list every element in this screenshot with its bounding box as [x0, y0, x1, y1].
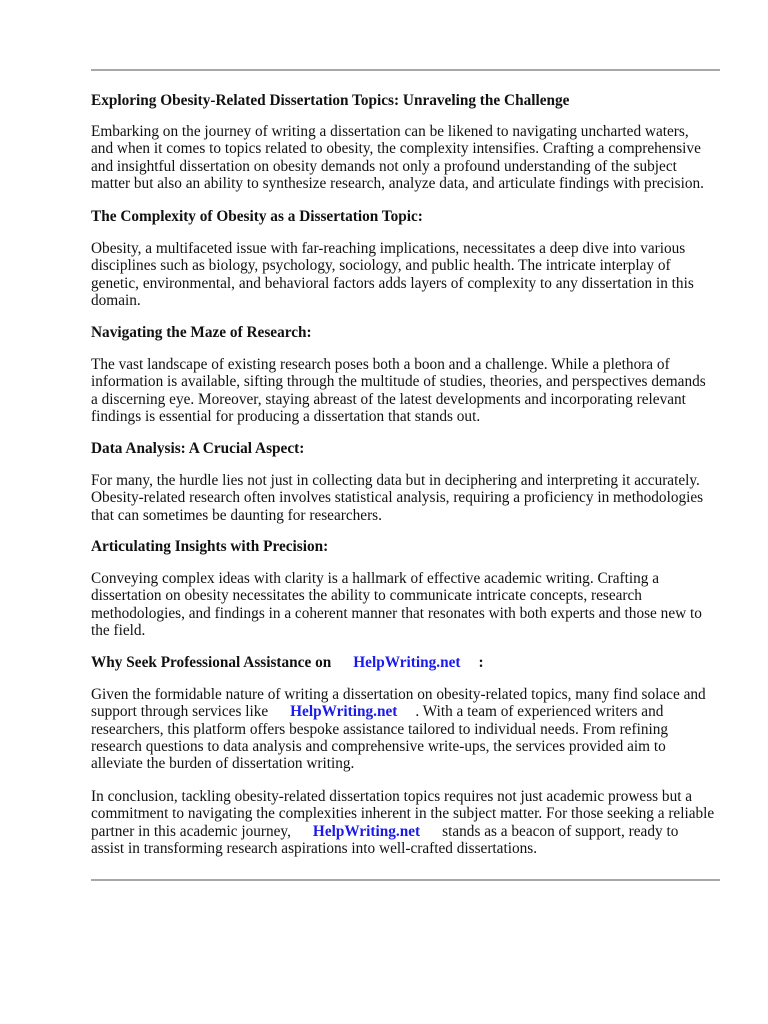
paragraph-line: In conclusion, tackling obesity-related dissertation topics requires not just academic prowess but a: [91, 788, 693, 805]
paragraph-line: assist in transforming research aspirations into well-crafted dissertations.: [91, 839, 538, 857]
paragraph-line: domain.: [91, 291, 141, 309]
conclusion-paragraph: [91, 788, 714, 857]
paragraph-line: methodologies, and findings in a coherent manner that resonates with both experts and those new to: [91, 604, 702, 622]
intro-line: Embarking on the journey of writing a dissertation can be likened to navigating uncharted waters,: [91, 123, 689, 140]
paragraph-line: dissertation on obesity necessitates the ability to communicate intricate concepts, research: [91, 587, 642, 605]
helpwriting-link-conclusion[interactable]: HelpWriting.net: [312, 822, 421, 840]
section-heading-why: [91, 654, 484, 672]
document-title: Exploring Obesity-Related Dissertation Topics: Unraveling the Challenge: [91, 92, 570, 109]
intro-line: matter but also an ability to synthesize research, analyze data, and articulate findings with precision.: [91, 174, 704, 192]
paragraph-line: research questions to data analysis and comprehensive write-ups, the services provided aim to: [91, 737, 666, 755]
paragraph-line: Conveying complex ideas with clarity is a hallmark of effective academic writing. Crafting a: [91, 570, 660, 587]
intro-line: and insightful dissertation on obesity demands not only a profound understanding of the subject: [91, 157, 677, 175]
paragraph-line: commitment to navigating the complexities inherent in the subject matter. For those seeking a reliable: [91, 805, 715, 823]
section-paragraph-data-analysis: [91, 472, 703, 524]
section-heading-complexity: The Complexity of Obesity as a Dissertation Topic:: [91, 208, 423, 225]
paragraph-line: For many, the hurdle lies not just in collecting data but in deciphering and interpreting it accurately.: [91, 472, 700, 489]
line-text: support through services like: [91, 703, 269, 721]
paragraph-line: information is available, sifting through the multitude of studies, theories, and perspectives demands: [91, 373, 706, 391]
section-paragraph-research: [91, 356, 706, 425]
paragraph-line: the field.: [91, 621, 146, 639]
paragraph-line: genetic, environmental, and behavioral factors adds layers of complexity to any dissertation in this: [91, 274, 694, 292]
why-heading-text: Why Seek Professional Assistance on: [91, 654, 332, 671]
top-divider: [91, 69, 720, 71]
paragraph-line-with-link: [91, 823, 714, 840]
paragraph-line: researchers, this platform offers bespoke assistance tailored to individual needs. From refining: [91, 720, 669, 738]
section-heading-insights: Articulating Insights with Precision:: [91, 538, 329, 555]
section-paragraph-complexity: [91, 240, 694, 309]
paragraph-line: disciplines such as biology, psychology, sociology, and public health. The intricate interplay of: [91, 257, 671, 275]
why-heading-colon: :: [478, 654, 484, 671]
helpwriting-link-heading[interactable]: HelpWriting.net: [353, 654, 461, 671]
section-heading-data-analysis: Data Analysis: A Crucial Aspect:: [91, 440, 305, 457]
paragraph-line: The vast landscape of existing research poses both a boon and a challenge. While a plethora of: [91, 356, 670, 373]
paragraph-line: alleviate the burden of dissertation writing.: [91, 755, 355, 773]
line-text: . With a team of experienced writers and: [415, 703, 664, 721]
helpwriting-link-body[interactable]: HelpWriting.net: [290, 703, 398, 721]
paragraph-line: findings is essential for producing a dissertation that stands out.: [91, 407, 481, 425]
paragraph-line-with-link: [91, 703, 706, 720]
line-text: partner in this academic journey,: [91, 822, 291, 840]
intro-paragraph: [91, 123, 704, 192]
line-text: stands as a beacon of support, ready to: [442, 822, 679, 840]
section-heading-research: Navigating the Maze of Research:: [91, 324, 312, 341]
paragraph-line: Obesity-related research often involves statistical analysis, requiring a proficiency in methodologies: [91, 489, 704, 507]
paragraph-line: a discerning eye. Moreover, staying abreast of the latest developments and incorporating relevant: [91, 390, 686, 408]
bottom-divider: [91, 879, 720, 881]
paragraph-line: Given the formidable nature of writing a dissertation on obesity-related topics, many find solace and: [91, 686, 706, 703]
why-paragraph: [91, 686, 706, 772]
paragraph-line: Obesity, a multifaceted issue with far-reaching implications, necessitates a deep dive into various: [91, 240, 686, 257]
paragraph-line: that can sometimes be daunting for researchers.: [91, 506, 382, 524]
section-paragraph-insights: [91, 570, 702, 639]
intro-line: and when it comes to topics related to obesity, the complexity intensifies. Crafting a comprehensive: [91, 140, 701, 158]
